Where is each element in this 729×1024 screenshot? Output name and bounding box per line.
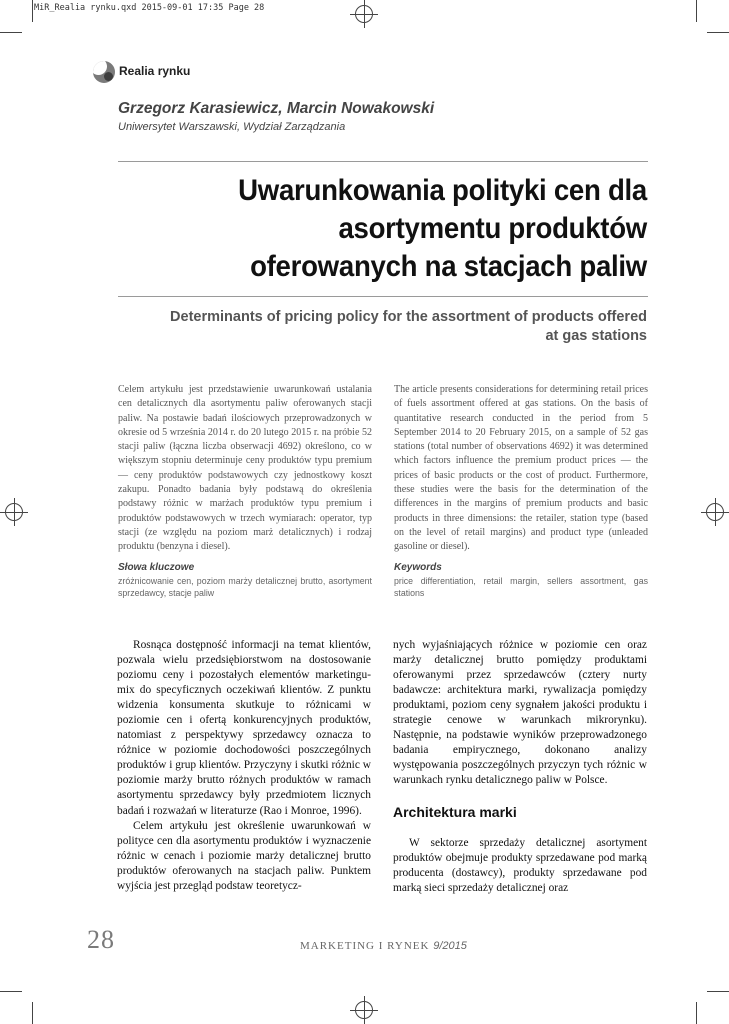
crop-mark — [696, 1002, 697, 1024]
journal-issue: 9/2015 — [433, 940, 467, 952]
registration-mark-icon — [355, 5, 373, 23]
body-column-left — [117, 638, 371, 894]
body-paragraph: W sektorze sprzedaży detalicznej asortyment produktów obejmuje produkty sprzedawane pod marką producenta (dostawcy), produkty sprzedawane pod marką sieci sprzedaży detalicznej oraz — [393, 836, 647, 894]
keywords-en: price differentiation, retail margin, sellers assortment, gas stations — [394, 575, 648, 598]
article-title: Uwarunkowania polityki cen dla asortymentu produktów oferowanych na stacjach paliw — [238, 174, 647, 283]
crop-mark — [707, 991, 729, 992]
authors: Grzegorz Karasiewicz, Marcin Nowakowski — [118, 100, 435, 117]
registration-mark-icon — [355, 1001, 373, 1019]
section-heading: Architektura marki — [393, 804, 517, 821]
body-column-right — [393, 638, 647, 896]
abstract-en-text: The article presents considerations for determining retail prices of fuels assortment offered at gas stations. On the basis of quantitative research conducted in the period from 5 September 2014 to 20 February 2015, on a sample of 52 gas stations (total number of observations 4692) it was determined which factors influence the premium product prices — the prices of basic products or the cost of product. Furthermore, these studies were the basis for the determination of the differences in the margins of premium products and basic products in three dimensions: the retailer, station type (based on the level of retail margins) and product type (unleaded gasoline or diesel). — [394, 384, 648, 553]
journal-footer — [300, 940, 467, 952]
abstract-pl-text: Celem artykułu jest przedstawienie uwarunkowań ustalania cen detalicznych dla asortymentu paliw oferowanych stacji paliw. Na postawie badań ilościowych przeprowadzonych w okresie od 5 września 2014 r. do 20 lutego 2015 r. na próbie 52 stacji paliw (łączna liczba obserwacji 4692) określono, co w większym stopniu determinuje ceny produktów typu premium — ceny produktów podstawowych czy jednostkowy koszt zakupu. Ponadto badania były podstawą do określenia podstawy różnic w marżach produktów typu premium i produktów podstawowych w trzech wymiarach: operator, typ stacji (ze względu na poziom marż detalicznych) i rodzaj produktu (benzyna i diesel). — [118, 384, 372, 553]
divider — [118, 161, 648, 162]
affiliation: Uniwersytet Warszawski, Wydział Zarządzania — [118, 121, 346, 133]
keywords-pl: zróżnicowanie cen, poziom marży detalicznej brutto, asortyment sprzedawcy, stacje paliw — [118, 575, 372, 598]
body-paragraph: nych wyjaśniających różnice w poziomie cen oraz marży detalicznej brutto pomiędzy produktami oferowanymi przez sprzedawców (cztery nurty badawcze: architektura marki, rywalizacja pomiędzy produktami, poziom ceny sygnałem jakości produktu i strategie cenowe w warunkach mikrorynku). Następnie, na podstawie wyników przeprowadzonego badania empirycznego, dokonano analizy występowania poszczególnych przyczyn tych różnic w warunkach rynku detalicznego paliw w Polsce. — [393, 639, 647, 787]
page-number: 28 — [87, 925, 115, 954]
abstract-pl — [118, 383, 372, 599]
keywords-pl-label: Słowa kluczowe — [118, 561, 195, 573]
divider — [118, 296, 648, 297]
section-circle-icon — [93, 61, 115, 83]
registration-mark-icon — [706, 503, 724, 521]
print-slug: MiR_Realia rynku.qxd 2015-09-01 17:35 Page 28 — [34, 3, 265, 13]
crop-mark — [0, 991, 22, 992]
crop-mark — [32, 1002, 33, 1024]
keywords-en-label: Keywords — [394, 561, 442, 573]
crop-mark — [32, 0, 33, 22]
body-paragraph: Rosnąca dostępność informacji na temat klientów, pozwala wielu przedsiębiorstwom na dostosowanie poziomu ceny i pozostałych elementów marketingu-mix do specyficznych oczekiwań klientów. Z punktu widzenia konsumenta skutkuje to różnicami w poziomie cen i ofertą konkurencyjnych produktów, natomiast z perspektywy sprzedawcy oznacza to różnice w poziomie dochodowości poszczególnych produktów i grup klientów. Przyczyny i skutki różnic w poziomie marży brutto różnych produktów w ramach asortymentu sprzedawcy były przedmiotem licznych badań i rozważań w literaturze (Rao i Monroe, 1996). — [117, 639, 371, 817]
journal-name: MARKETING I RYNEK — [300, 940, 430, 952]
crop-mark — [0, 32, 22, 33]
abstract-en — [394, 383, 648, 599]
section-label: Realia rynku — [119, 64, 191, 78]
article-subtitle: Determinants of pricing policy for the assortment of products offered at gas stations — [170, 309, 647, 344]
crop-mark — [696, 0, 697, 22]
crop-mark — [707, 32, 729, 33]
registration-mark-icon — [5, 503, 23, 521]
body-paragraph: Celem artykułu jest określenie uwarunkowań w polityce cen dla asortymentu produktów i wyznaczenie różnic w cenach i poziomie marży detalicznej brutto produktów oferowanych na stacjach paliw. Punktem wyjścia jest przegląd podstaw teoretycz- — [117, 819, 371, 892]
